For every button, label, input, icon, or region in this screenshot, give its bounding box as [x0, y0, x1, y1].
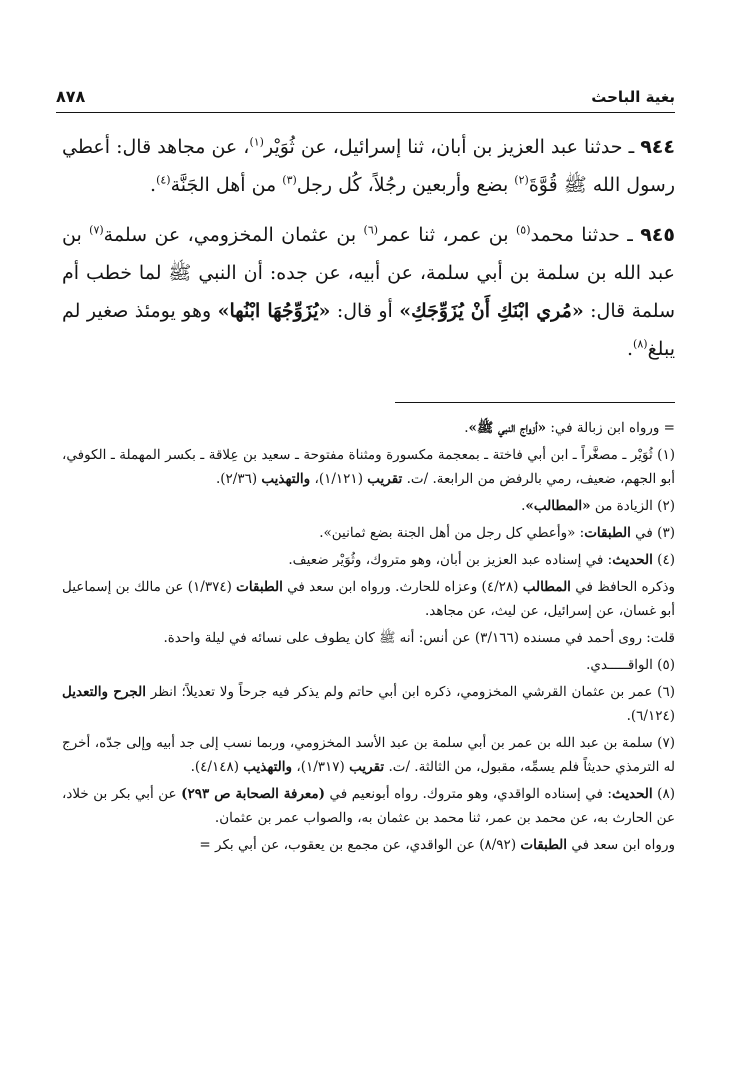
footnote-text: : في إسناده عبد العزيز بن أبان، وهو متروك، وثُوَيْر ضعيف. [288, 552, 613, 568]
footnote-text: (٦/١٢٤). [626, 708, 675, 724]
prophetic-quote: «مُري ابْنَكِ أَنْ يُزَوِّجَكِ» [399, 300, 584, 322]
footnote-ref: (٥) [515, 223, 531, 237]
footnote-text: (١/١٢١)، [310, 471, 368, 487]
footnote-ref: (٦) [363, 223, 379, 237]
footnote-8-continued [62, 833, 675, 857]
footnote-text: (٨) [652, 786, 675, 802]
book-title: والتهذيب [243, 759, 293, 775]
book-title: الطبقات [584, 525, 631, 541]
hadith-text: من أهل الجَنَّة [170, 174, 283, 196]
footnote-8 [62, 782, 675, 830]
footnote-text: قلت: روى أحمد في مسنده (٣/١٦٦) عن أنس: أنه ﷺ كان يطوف على نسائه في ليلة واحدة. [163, 630, 675, 646]
book-title: المطالب [522, 579, 571, 595]
footnote-keyword: الحديث [611, 786, 653, 802]
footnote-7 [62, 731, 675, 779]
footnote-text: (٤) [652, 552, 675, 568]
footnote-text: (٦) عمر بن عثمان القرشي المخزومي، ذكره ابن أبي حاتم ولم يذكر فيه جرحاً ولا تعديلاً؛ انظر [145, 684, 675, 700]
running-title: بغية الباحث [591, 88, 675, 106]
footnote-text: (٧) سلمة بن عبد الله بن عمر بن أبي سلمة بن عبد الأسد المخزومي، وربما نسب إلى جد أبيه وإلى جدّه، أخرج له الترمذي حديثاً فلم يسمِّه، مقبول، من الثالثة. /ت. [62, 735, 675, 775]
footnote-6 [62, 680, 675, 728]
footnote-text: ورواه ابن سعد في [567, 837, 675, 853]
hadith-number: ٩٤٤ [640, 136, 675, 158]
footnote-ref: (٢) [514, 173, 529, 187]
book-title: «أزواج النبي ﷺ» [468, 420, 547, 436]
book-title: «المطالب» [525, 498, 591, 514]
hadith-text: . [150, 174, 157, 196]
prophetic-quote: «يُزَوِّجُهَا ابْنُها» [217, 300, 331, 322]
footnote-keyword: الحديث [612, 552, 653, 568]
book-title: الجرح والتعديل [62, 684, 146, 700]
footnote-ref: (٤) [156, 173, 171, 187]
page-number: ٨٧٨ [56, 87, 86, 106]
book-title: (معرفة الصحابة ص ٢٩٣) [181, 786, 326, 802]
footnote-5 [62, 653, 675, 677]
hadith-text: بن عمر، ثنا عمر [378, 224, 516, 246]
footnote-text: وذكره الحافظ في [570, 579, 675, 595]
hadith-text: . [627, 338, 634, 360]
footnote-text: (٢/٣٦). [215, 471, 262, 487]
footnote-ref: (٣) [282, 173, 297, 187]
footnote-text: (٤/١٤٨). [190, 759, 244, 775]
hadith-text: ـ حدثنا عبد العزيز بن أبان، ثنا إسرائيل، عن ثُوَيْر [263, 136, 641, 158]
footnote-ref: (٨) [633, 337, 648, 351]
footnote-text: . [464, 420, 469, 436]
hadith-944 [62, 128, 675, 204]
hadith-text: بن عبد الله بن سلمة بن أبي سلمة، عن أبيه، عن جده: أن النبي ﷺ لما خطب أم سلمة قال: [62, 224, 676, 322]
hadith-text: ـ حدثنا محمد [530, 224, 641, 246]
hadith-text: ، عن مجاهد قال: أعطي رسول الله ﷺ قُوَّةَ [62, 136, 675, 196]
hadith-text: بن عثمان المخزومي، عن سلمة [103, 224, 364, 246]
footnotes [62, 416, 675, 860]
footnote-text: . [521, 498, 526, 514]
footnote-text: = ورواه ابن زبالة في: [546, 420, 675, 436]
footnote-1 [62, 443, 675, 491]
hadith-text: وهو يومئذ صغير لم يبلغ [62, 300, 675, 360]
footnote-text: (١) ثُوَيْر ـ مصغَّراً ـ ابن أبي فاختة ـ بمعجمة مكسورة ومثناة مفتوحة ـ سعيد بن عِلاقة ـ بكسر المهملة ـ الكوفي، أبو الجهم، ضعيف، رمي بالرفض من الرابعة. /ت. [62, 447, 675, 487]
hadith-text: أو قال: [330, 300, 400, 322]
footnote-text: (٨/٩٢) عن الواقدي، عن مجمع بن يعقوب، عن أبي بكر = [199, 837, 521, 853]
footnote-3 [62, 521, 675, 545]
book-title: تقريب [349, 759, 385, 775]
footnote-4-remark [62, 626, 675, 650]
hadith-number: ٩٤٥ [640, 224, 675, 246]
footnote-text: : في إسناده الواقدي، وهو متروك. رواه أبونعيم في [325, 786, 612, 802]
book-title: الطبقات [236, 579, 283, 595]
header-divider [56, 112, 675, 113]
footnote-text: (٣) في [630, 525, 675, 541]
footnote-text: (١/٣١٧)، [292, 759, 350, 775]
footnote-text: (١/٣٧٤) عن مالك بن إسماعيل أبو غسان، عن إسرائيل، عن ليث، عن مجاهد. [62, 579, 675, 619]
footnote-divider [395, 402, 675, 403]
footnote-text: : «وأعطي كل رجل من أهل الجنة بضع ثمانين». [319, 525, 585, 541]
hadith-945 [62, 216, 675, 368]
book-title: تقريب [367, 471, 403, 487]
footnote-text: (٢) الزيادة من [590, 498, 675, 514]
book-title: الطبقات [520, 837, 568, 853]
footnote-text: (٥) الواقـــــدي. [586, 657, 675, 673]
main-text [62, 128, 675, 380]
footnote-text: (٤/٢٨) وعزاه للحارث. ورواه ابن سعد في [282, 579, 523, 595]
page-header [56, 80, 675, 106]
footnote-4 [62, 548, 675, 572]
footnote-ref: (٧) [89, 223, 104, 237]
footnote-4-continued [62, 575, 675, 623]
footnote-2 [62, 494, 675, 518]
footnote-continuation [62, 416, 675, 440]
book-title: والتهذيب [261, 471, 311, 487]
footnote-ref: (١) [249, 135, 264, 149]
footnote-text: عن أبي بكر بن خلاد، عن الحارث به، عن محمد بن عمر، ثنا محمد بن عثمان به، والصواب عمر بن عثمان. [62, 786, 675, 826]
hadith-text: بضع وأربعين رجُلاً، كُل رجل [296, 174, 515, 196]
